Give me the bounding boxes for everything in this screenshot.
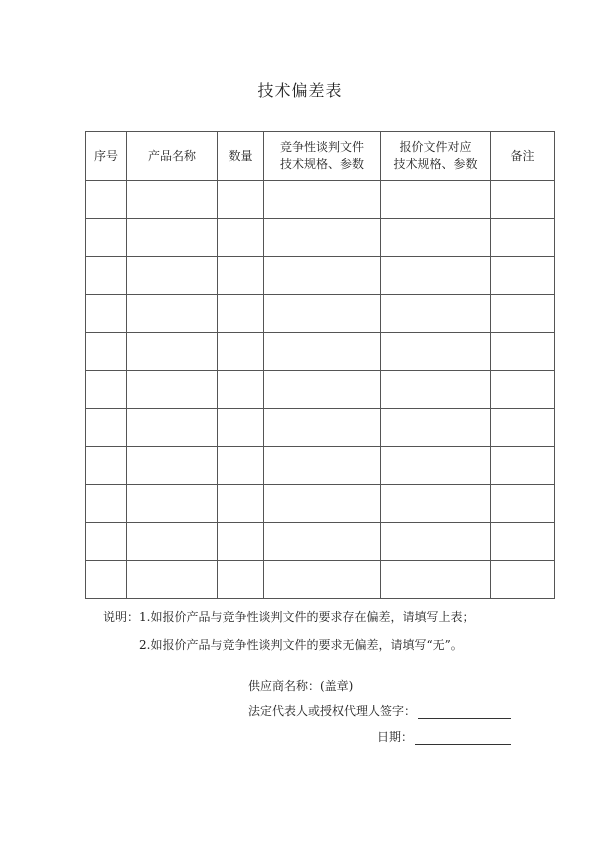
date-label: 日期： bbox=[377, 730, 414, 744]
table-cell[interactable] bbox=[491, 561, 555, 599]
table-cell[interactable] bbox=[86, 409, 127, 447]
header-remarks: 备注 bbox=[491, 132, 555, 181]
header-serial-number: 序号 bbox=[86, 132, 127, 181]
table-cell[interactable] bbox=[86, 485, 127, 523]
table-row bbox=[86, 295, 555, 333]
table-cell[interactable] bbox=[86, 371, 127, 409]
table-cell[interactable] bbox=[127, 219, 218, 257]
table-cell[interactable] bbox=[491, 219, 555, 257]
signature-line[interactable] bbox=[418, 706, 511, 719]
header-tender-spec: 竞争性谈判文件 技术规格、参数 bbox=[264, 132, 381, 181]
table-cell[interactable] bbox=[264, 257, 381, 295]
table-cell[interactable] bbox=[381, 333, 491, 371]
table-cell[interactable] bbox=[381, 257, 491, 295]
table-cell[interactable] bbox=[491, 447, 555, 485]
table-row bbox=[86, 371, 555, 409]
table-cell[interactable] bbox=[381, 485, 491, 523]
table-cell[interactable] bbox=[218, 485, 264, 523]
representative-signature-row bbox=[248, 702, 511, 719]
table-cell[interactable] bbox=[381, 523, 491, 561]
table-cell[interactable] bbox=[218, 333, 264, 371]
table-cell[interactable] bbox=[218, 561, 264, 599]
table-cell[interactable] bbox=[264, 333, 381, 371]
table-cell[interactable] bbox=[86, 523, 127, 561]
table-cell[interactable] bbox=[264, 447, 381, 485]
table-cell[interactable] bbox=[218, 219, 264, 257]
table-cell[interactable] bbox=[86, 181, 127, 219]
document-title: 技术偏差表 bbox=[257, 81, 343, 100]
table-cell[interactable] bbox=[127, 333, 218, 371]
note-2: 2.如报价产品与竞争性谈判文件的要求无偏差，请填写“无”。 bbox=[139, 638, 463, 652]
table-cell[interactable] bbox=[491, 257, 555, 295]
table-row bbox=[86, 409, 555, 447]
table-header-row bbox=[86, 132, 555, 181]
table-cell[interactable] bbox=[127, 371, 218, 409]
table-cell[interactable] bbox=[381, 295, 491, 333]
table-cell[interactable] bbox=[127, 523, 218, 561]
table-cell[interactable] bbox=[381, 219, 491, 257]
table-cell[interactable] bbox=[491, 295, 555, 333]
table-cell[interactable] bbox=[127, 257, 218, 295]
header-quote-spec: 报价文件对应 技术规格、参数 bbox=[381, 132, 491, 181]
table-cell[interactable] bbox=[218, 447, 264, 485]
table-row bbox=[86, 219, 555, 257]
table-cell[interactable] bbox=[491, 523, 555, 561]
table-row bbox=[86, 561, 555, 599]
table-cell[interactable] bbox=[381, 561, 491, 599]
table-cell[interactable] bbox=[491, 409, 555, 447]
table-row bbox=[86, 485, 555, 523]
note-1: 说明：1.如报价产品与竞争性谈判文件的要求存在偏差，请填写上表； bbox=[103, 610, 475, 624]
table-cell[interactable] bbox=[264, 523, 381, 561]
table-cell[interactable] bbox=[86, 295, 127, 333]
representative-label: 法定代表人或授权代理人签字： bbox=[248, 704, 417, 718]
table-cell[interactable] bbox=[491, 181, 555, 219]
header-quantity: 数量 bbox=[218, 132, 264, 181]
table-cell[interactable] bbox=[86, 447, 127, 485]
table-cell[interactable] bbox=[264, 371, 381, 409]
table-row bbox=[86, 523, 555, 561]
table-cell[interactable] bbox=[86, 257, 127, 295]
table-cell[interactable] bbox=[218, 295, 264, 333]
table-row bbox=[86, 447, 555, 485]
table-cell[interactable] bbox=[381, 371, 491, 409]
table-cell[interactable] bbox=[491, 333, 555, 371]
table-row bbox=[86, 181, 555, 219]
table-cell[interactable] bbox=[127, 295, 218, 333]
header-product-name: 产品名称 bbox=[127, 132, 218, 181]
table-cell[interactable] bbox=[381, 447, 491, 485]
table-cell[interactable] bbox=[127, 447, 218, 485]
table-cell[interactable] bbox=[381, 409, 491, 447]
table-cell[interactable] bbox=[264, 219, 381, 257]
table-cell[interactable] bbox=[127, 485, 218, 523]
deviation-table bbox=[85, 131, 555, 599]
table-cell[interactable] bbox=[264, 181, 381, 219]
table-cell[interactable] bbox=[86, 333, 127, 371]
table-cell[interactable] bbox=[127, 409, 218, 447]
table-cell[interactable] bbox=[218, 181, 264, 219]
table-cell[interactable] bbox=[86, 219, 127, 257]
table-cell[interactable] bbox=[86, 561, 127, 599]
date-line[interactable] bbox=[415, 732, 511, 745]
table-cell[interactable] bbox=[264, 485, 381, 523]
table-cell[interactable] bbox=[491, 485, 555, 523]
table-cell[interactable] bbox=[491, 371, 555, 409]
table-row bbox=[86, 333, 555, 371]
table-cell[interactable] bbox=[264, 561, 381, 599]
table-cell[interactable] bbox=[264, 295, 381, 333]
table-cell[interactable] bbox=[218, 523, 264, 561]
table-cell[interactable] bbox=[127, 561, 218, 599]
table-cell[interactable] bbox=[218, 409, 264, 447]
table-cell[interactable] bbox=[127, 181, 218, 219]
table-cell[interactable] bbox=[381, 181, 491, 219]
supplier-name-label: 供应商名称：(盖章) bbox=[248, 679, 354, 693]
table-cell[interactable] bbox=[264, 409, 381, 447]
table-cell[interactable] bbox=[218, 257, 264, 295]
notes-section bbox=[103, 609, 475, 652]
table-cell[interactable] bbox=[218, 371, 264, 409]
table-row bbox=[86, 257, 555, 295]
date-row bbox=[377, 728, 511, 745]
